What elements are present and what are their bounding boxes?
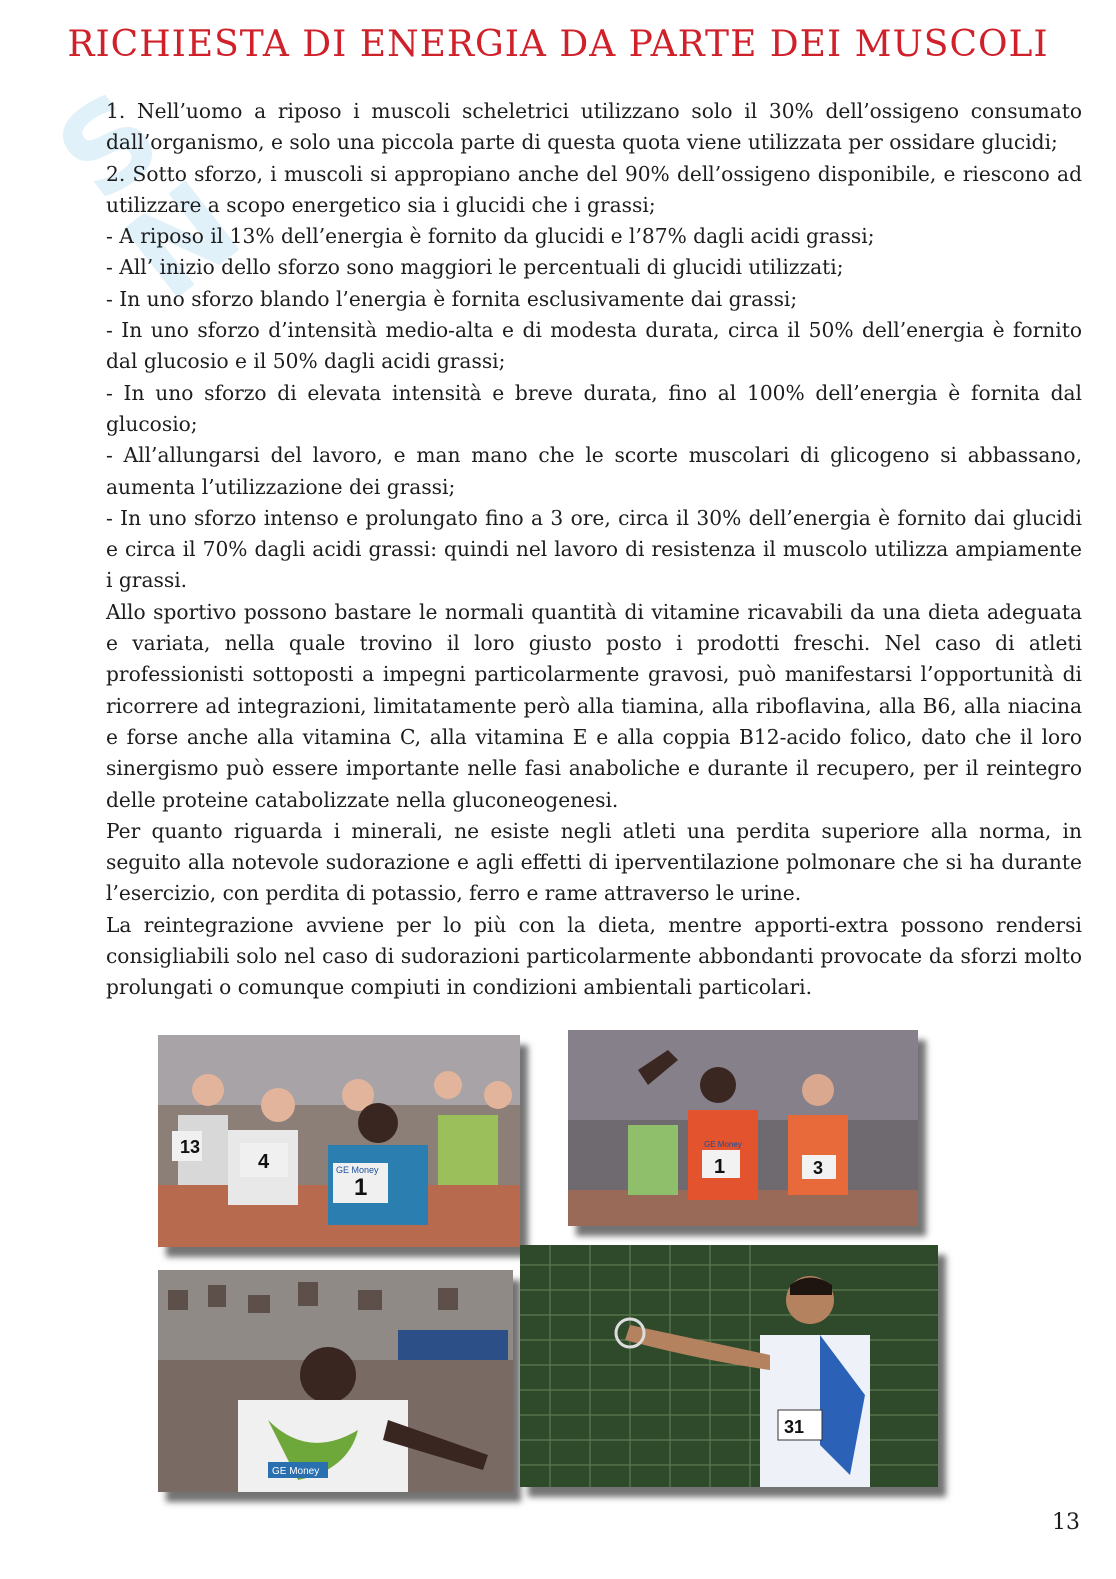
bib-number: 1 <box>714 1156 726 1178</box>
paragraph: - In uno sforzo intenso e prolungato fino a 3 ore, circa il 30% dell’energia è fornito dai glucidi e circa il 70% dagli acidi grassi: quindi nel lavoro di resistenza il muscolo utilizza ampiamente i grassi. <box>106 505 1082 593</box>
page-number: 13 <box>1052 1510 1080 1535</box>
bib-number: 13 <box>180 1137 201 1157</box>
watermark: S N <box>32 65 266 328</box>
paragraph: Allo sportivo possono bastare le normali quantità di vitamine ricavabili da una dieta adeguata e variata, nella quale trovino il loro giusto posto i prodotti freschi. Nel caso di atleti professionisti sottoposti a impegni particolarmente gravosi, può manifestarsi l’opportunità di ricorrere ad integrazioni, limitatamente però alla tiamina, alla riboflavina, alla B6, alla niacina e forse anche alla vitamina C, alla vitamina E e alla coppia B12-acido folico, dato che il loro sinergismo può essere importante nelle fasi anaboliche e durante il recupero, per il reintegro delle proteine catabolizzate nella gluconeogenesi. <box>106 599 1082 812</box>
paragraph: - In uno sforzo di elevata intensità e breve durata, fino al 100% dell’energia è fornita dal glucosio; <box>106 380 1082 436</box>
paragraph: - In uno sforzo d’intensità medio-alta e di modesta durata, circa il 50% dell’energia è fornito dal glucosio e il 50% dagli acidi grassi; <box>106 318 1082 374</box>
body-text <box>106 96 1082 1004</box>
paragraph: 2. Sotto sforzo, i muscoli si appropiano anche del 90% dell’ossigeno disponibile, e riescono ad utilizzare a scopo energetico sia i glucidi che i grassi; <box>106 161 1082 217</box>
photo-men-runners <box>568 1030 918 1226</box>
photo-shot-put <box>158 1270 513 1492</box>
paragraph: - All’allungarsi del lavoro, e man mano che le scorte muscolari di glicogeno si abbassano, aumenta l’utilizzazione dei grassi; <box>106 443 1082 499</box>
sponsor-label: GE Money <box>272 1466 320 1477</box>
page-title: RICHIESTA DI ENERGIA DA PARTE DEI MUSCOLI <box>67 24 1049 65</box>
bib-number: 4 <box>258 1151 270 1173</box>
paragraph: - In uno sforzo blando l’energia è fornita esclusivamente dai grassi; <box>106 286 798 311</box>
paragraph: La reintegrazione avviene per lo più con la dieta, mentre apporti-extra possono rendersi consigliabili solo nel caso di sudorazioni particolarmente abbondanti provocate da sforzi molto prolungati o comunque compiuti in condizioni ambientali particolari. <box>106 912 1082 1000</box>
bib-number: 31 <box>784 1417 805 1437</box>
sponsor-label: GE Money <box>704 1140 742 1149</box>
photo-women-runners <box>158 1035 520 1247</box>
paragraph: - A riposo il 13% dell’energia è fornito da glucidi e l’87% dagli acidi grassi; <box>106 224 875 249</box>
paragraph: Per quanto riguarda i minerali, ne esiste negli atleti una perdita superiore alla norma, in seguito alla notevole sudorazione e agli effetti di iperventilazione polmonare che si ha durante l’esercizio, con perdita di potassio, ferro e rame attraverso le urine. <box>106 818 1082 906</box>
bib-number: 3 <box>813 1158 824 1178</box>
sponsor-label: GE Money <box>336 1165 379 1175</box>
bib-number: 1 <box>354 1174 368 1201</box>
paragraph: - All’ inizio dello sforzo sono maggiori le percentuali di glucidi utilizzati; <box>106 255 844 280</box>
photo-hammer-throw <box>520 1245 938 1487</box>
paragraph: 1. Nell’uomo a riposo i muscoli scheletrici utilizzano solo il 30% dell’ossigeno consumato dall’organismo, e solo una piccola parte di questa quota viene utilizzata per ossidare glucidi; <box>106 99 1082 155</box>
